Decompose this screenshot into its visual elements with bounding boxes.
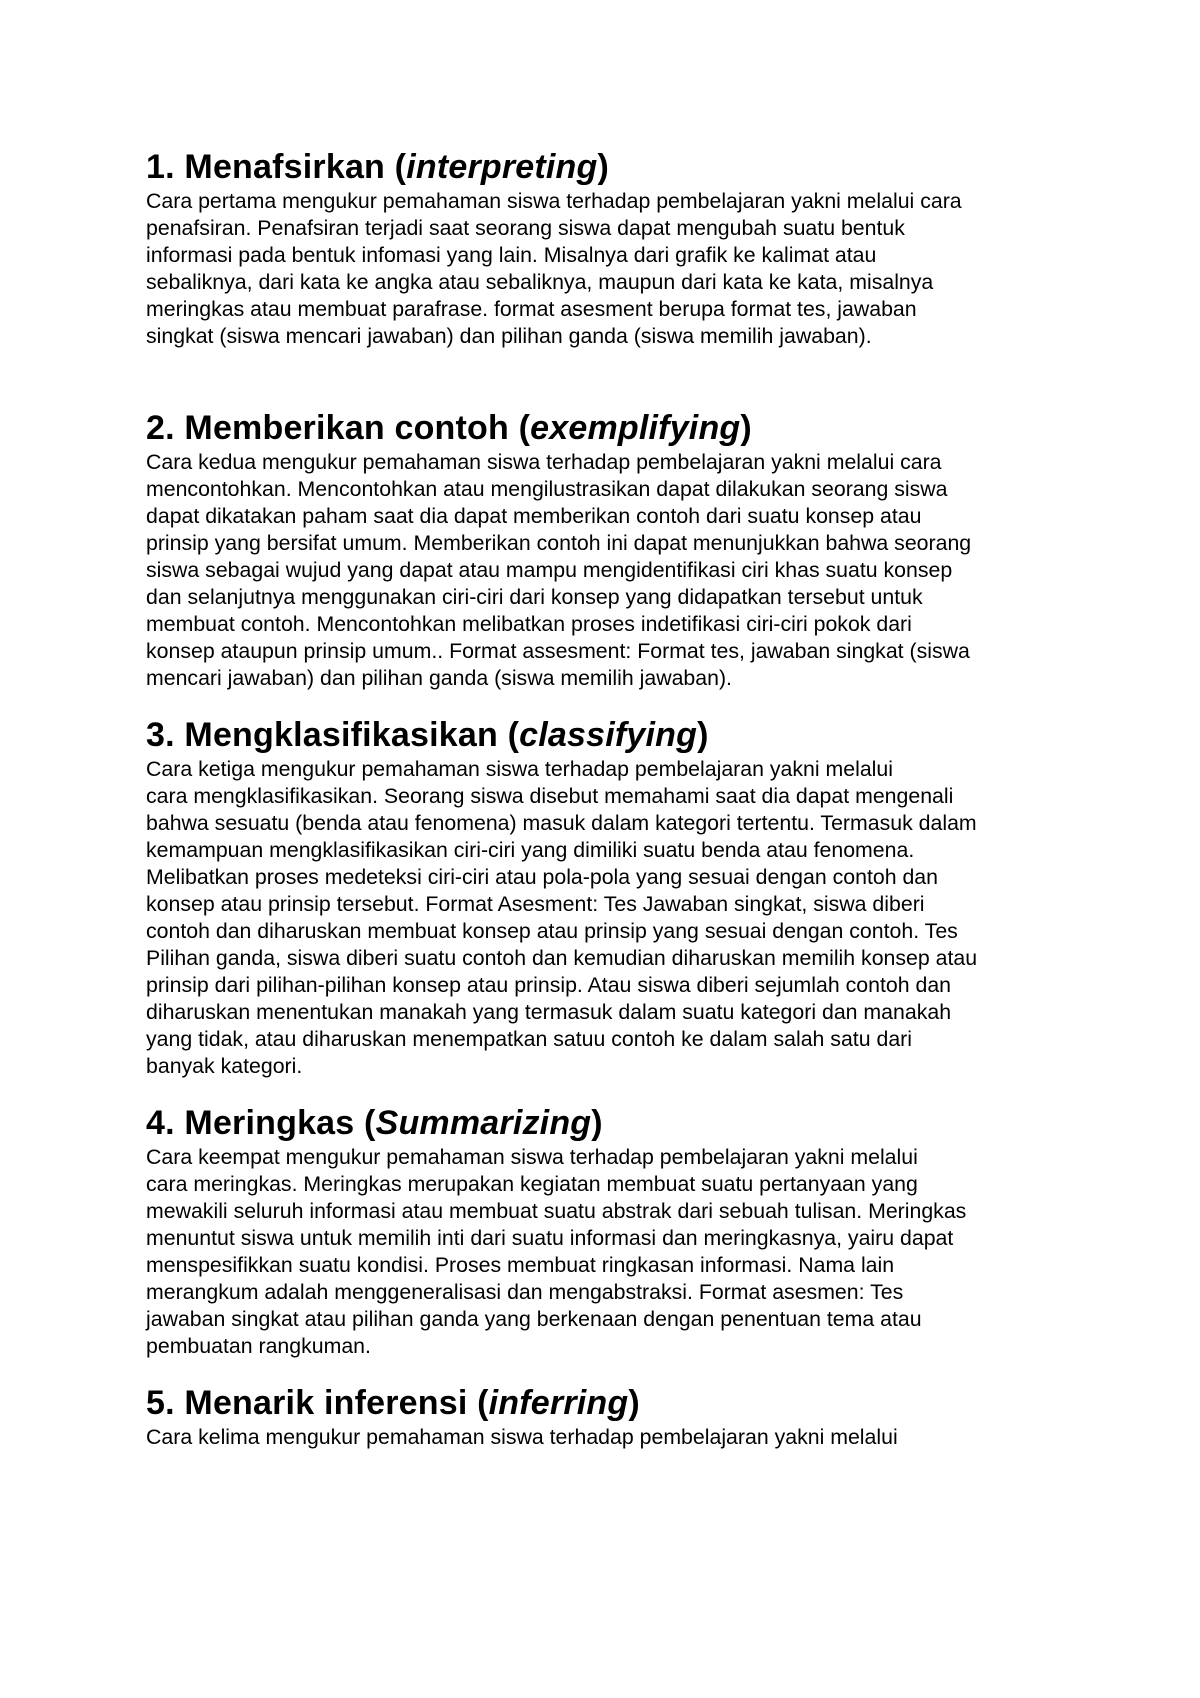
heading-title: Menarik inferensi — [184, 1384, 468, 1422]
section-classifying — [146, 715, 1066, 1080]
heading-number: 1. — [146, 148, 175, 186]
section-exemplifying — [146, 408, 1066, 692]
heading-number: 5. — [146, 1384, 175, 1422]
paragraph-line: singkat (siswa mencari jawaban) dan pilihan ganda (siswa memilih jawaban). — [146, 324, 872, 348]
paragraph-line: Melibatkan proses medeteksi ciri-ciri atau pola-pola yang sesuai dengan contoh dan — [146, 865, 938, 889]
section-paragraph — [146, 449, 1066, 692]
section-paragraph — [146, 188, 1066, 350]
section-paragraph — [146, 756, 1066, 1080]
paragraph-line: menuntut siswa untuk memilih inti dari suatu informasi dan meringkasnya, yairu dapat — [146, 1226, 954, 1250]
paragraph-line: Cara kedua mengukur pemahaman siswa terhadap pembelajaran yakni melalui cara — [146, 450, 942, 474]
section-heading: 1. Menafsirkan (interpreting) — [146, 148, 610, 186]
paragraph-line: konsep atau prinsip tersebut. Format Asesment: Tes Jawaban singkat, siswa diberi — [146, 892, 925, 916]
paragraph-line: konsep ataupun prinsip umum.. Format assesment: Format tes, jawaban singkat (siswa — [146, 639, 970, 663]
paragraph-line: cara mengklasifikasikan. Seorang siswa disebut memahami saat dia dapat mengenali — [146, 784, 954, 808]
paragraph-line: mencari jawaban) dan pilihan ganda (siswa memilih jawaban). — [146, 666, 732, 690]
paragraph-line: mencontohkan. Mencontohkan atau mengilustrasikan dapat dilakukan seorang siswa — [146, 477, 948, 501]
paragraph-line: bahwa sesuatu (benda atau fenomena) masuk dalam kategori tertentu. Termasuk dalam — [146, 811, 977, 835]
paragraph-line: sebaliknya, dari kata ke angka atau sebaliknya, maupun dari kata ke kata, misalnya — [146, 270, 934, 294]
paragraph-line: contoh dan diharuskan membuat konsep atau prinsip yang sesuai dengan contoh. Tes — [146, 919, 958, 943]
heading-number: 4. — [146, 1104, 175, 1142]
paragraph-line: Cara pertama mengukur pemahaman siswa terhadap pembelajaran yakni melalui cara — [146, 189, 962, 213]
heading-term: exemplifying — [530, 409, 741, 447]
heading-number: 3. — [146, 716, 175, 754]
paragraph-line: siswa sebagai wujud yang dapat atau mampu mengidentifikasi ciri khas suatu konsep — [146, 558, 953, 582]
section-paragraph — [146, 1144, 1066, 1360]
paragraph-line: cara meringkas. Meringkas merupakan kegiatan membuat suatu pertanyaan yang — [146, 1172, 918, 1196]
paragraph-line: pembuatan rangkuman. — [146, 1334, 371, 1358]
heading-title: Menafsirkan — [184, 148, 386, 186]
paragraph-line: yang tidak, atau diharuskan menempatkan satuu contoh ke dalam salah satu dari — [146, 1027, 912, 1051]
paragraph-line: diharuskan menentukan manakah yang termasuk dalam suatu kategori dan manakah — [146, 1000, 952, 1024]
section-heading: 2. Memberikan contoh (exemplifying) — [146, 409, 752, 447]
paragraph-line: jawaban singkat atau pilihan ganda yang berkenaan dengan penentuan tema atau — [146, 1307, 922, 1331]
paragraph-line: kemampuan mengklasifikasikan ciri-ciri yang dimiliki suatu benda atau fenomena. — [146, 838, 915, 862]
heading-term: Summarizing — [375, 1104, 592, 1142]
paragraph-line: prinsip yang bersifat umum. Memberikan contoh ini dapat menunjukkan bahwa seorang — [146, 531, 972, 555]
heading-term: interpreting — [406, 148, 598, 186]
section-summarizing — [146, 1103, 1066, 1360]
section-paragraph — [146, 1424, 1066, 1451]
paragraph-line: informasi pada bentuk infomasi yang lain. Misalnya dari grafik ke kalimat atau — [146, 243, 877, 267]
heading-title: Mengklasifikasikan — [184, 716, 498, 754]
heading-term: classifying — [519, 716, 698, 754]
section-heading: 5. Menarik inferensi (inferring) — [146, 1384, 640, 1422]
document-page — [146, 147, 1066, 1451]
paragraph-line: mewakili seluruh informasi atau membuat suatu abstrak dari sebuah tulisan. Meringkas — [146, 1199, 967, 1223]
paragraph-line: prinsip dari pilihan-pilihan konsep atau prinsip. Atau siswa diberi sejumlah contoh dan — [146, 973, 952, 997]
paragraph-line: Cara kelima mengukur pemahaman siswa terhadap pembelajaran yakni melalui — [146, 1425, 898, 1449]
heading-title: Meringkas — [184, 1104, 355, 1142]
section-interpreting — [146, 147, 1066, 350]
paragraph-line: Cara ketiga mengukur pemahaman siswa terhadap pembelajaran yakni melalui — [146, 757, 893, 781]
paragraph-line: banyak kategori. — [146, 1054, 303, 1078]
heading-term: inferring — [488, 1384, 629, 1422]
paragraph-line: membuat contoh. Mencontohkan melibatkan proses indetifikasi ciri-ciri pokok dari — [146, 612, 912, 636]
section-heading: 3. Mengklasifikasikan (classifying) — [146, 716, 709, 754]
paragraph-line: dapat dikatakan paham saat dia dapat memberikan contoh dari suatu konsep atau — [146, 504, 922, 528]
heading-title: Memberikan contoh — [184, 409, 509, 447]
paragraph-line: menspesifikkan suatu kondisi. Proses membuat ringkasan informasi. Nama lain — [146, 1253, 895, 1277]
section-inferring — [146, 1383, 1066, 1451]
paragraph-line: penafsiran. Penafsiran terjadi saat seorang siswa dapat mengubah suatu bentuk — [146, 216, 905, 240]
paragraph-line: merangkum adalah menggeneralisasi dan mengabstraksi. Format asesmen: Tes — [146, 1280, 904, 1304]
paragraph-line: dan selanjutnya menggunakan ciri-ciri dari konsep yang didapatkan tersebut untuk — [146, 585, 923, 609]
section-heading: 4. Meringkas (Summarizing) — [146, 1104, 603, 1142]
paragraph-line: meringkas atau membuat parafrase. format asesment berupa format tes, jawaban — [146, 297, 917, 321]
paragraph-line: Pilihan ganda, siswa diberi suatu contoh dan kemudian diharuskan memilih konsep atau — [146, 946, 978, 970]
heading-number: 2. — [146, 409, 175, 447]
paragraph-line: Cara keempat mengukur pemahaman siswa terhadap pembelajaran yakni melalui — [146, 1145, 918, 1169]
